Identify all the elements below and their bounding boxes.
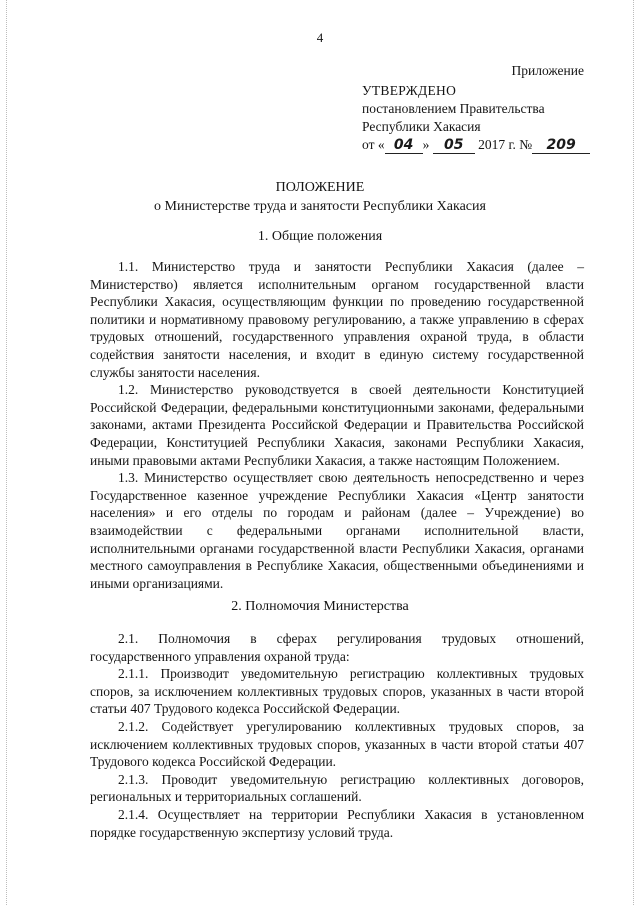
handwritten-number: 209 bbox=[532, 138, 590, 154]
date-prefix: от « bbox=[362, 137, 385, 152]
section-heading-1: 1. Общие положения bbox=[257, 229, 383, 244]
paragraph-1-2: 1.2. Министерство руководствуется в своей деятельности Конституцией Российской Федерации, федеральными конституционными законами, федеральными законами, актами Президента Российской Федерации и Правительства Российской Федерации, Конституцией Республики Хакасия, законами Республики Хакасия, иными правовыми актами Республики Хакасия, а также настоящим Положением. bbox=[90, 382, 584, 468]
section-1-body bbox=[90, 258, 584, 592]
document-title: ПОЛОЖЕНИЕ bbox=[275, 180, 365, 195]
approval-line-2: Республики Хакасия bbox=[362, 119, 481, 134]
page-number: 4 bbox=[316, 30, 324, 45]
section-2-body bbox=[90, 630, 584, 841]
handwritten-day: 04 bbox=[385, 138, 423, 154]
date-mid: » bbox=[422, 137, 430, 152]
approved-label: УТВЕРЖДЕНО bbox=[362, 83, 457, 98]
paragraph-2-1: 2.1. Полномочия в сферах регулирования трудовых отношений, государственного управления охраной труда: bbox=[90, 631, 584, 664]
document-subtitle: о Министерстве труда и занятости Республики Хакасия bbox=[154, 199, 486, 214]
paragraph-2-1-1: 2.1.1. Производит уведомительную регистрацию коллективных трудовых споров, за исключением коллективных трудовых споров, указанных в части второй статьи 407 Трудового кодекса Российской Федерации. bbox=[90, 666, 584, 717]
scan-edge-right bbox=[633, 0, 634, 905]
approval-date-line bbox=[362, 136, 584, 154]
paragraph-2-1-2: 2.1.2. Содействует урегулированию коллективных трудовых споров, за исключением коллективных трудовых споров, указанных в части второй статьи 407 Трудового кодекса Российской Федерации. bbox=[90, 718, 584, 770]
paragraph-1-3: 1.3. Министерство осуществляет свою деятельность непосредственно и через Государственное казенное учреждение Республики Хакасия «Центр занятости населения» и его отделы по городам и районам (далее – Учреждение) во взаимодействии с федеральными органами исполнительной власти, исполнительными органами государственной власти Республики Хакасия, органами местного самоуправления в Республике Хакасия, общественными объединениями и иными организациями. bbox=[90, 470, 584, 591]
approval-line-1: постановлением Правительства bbox=[362, 101, 545, 116]
paragraph-2-1-4: 2.1.4. Осуществляет на территории Республики Хакасия в установленном порядке государственную экспертизу условий труда. bbox=[90, 806, 584, 840]
scan-edge-left bbox=[6, 0, 7, 905]
document-title-block bbox=[0, 178, 640, 216]
section-heading-2: 2. Полномочия Министерства bbox=[231, 599, 409, 614]
paragraph-1-1: 1.1. Министерство труда и занятости Республики Хакасия (далее – Министерство) является исполнительным органом государственной власти Республики Хакасия, осуществляющим функции по проведению государственной политики и нормативному правовому регулированию, а также управлению в сферах трудовых отношений, государственного управления охраной труда, в области содействия занятости населения, и входит в единую систему государственной службы занятости населения. bbox=[90, 259, 584, 380]
year-text: 2017 г. № bbox=[478, 137, 533, 152]
approval-stamp-block bbox=[362, 62, 584, 154]
handwritten-month: 05 bbox=[433, 138, 475, 154]
appendix-label: Приложение bbox=[511, 63, 584, 78]
paragraph-2-1-3: 2.1.3. Проводит уведомительную регистрацию коллективных договоров, региональных и территориальных соглашений. bbox=[90, 771, 584, 805]
